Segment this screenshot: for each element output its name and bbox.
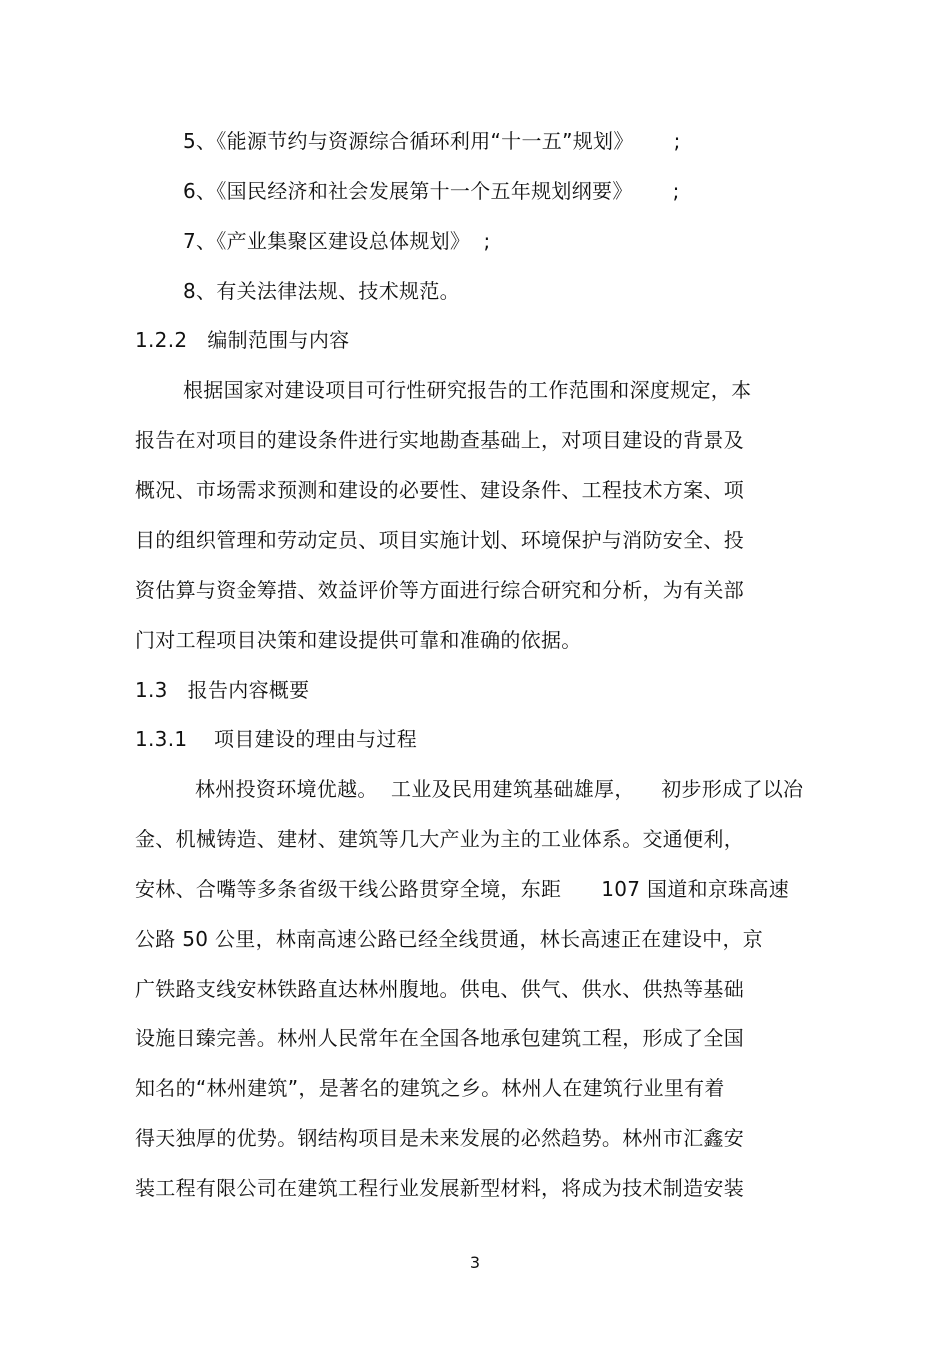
paragraph-line: 得天独厚的优势。钢结构项目是未来发展的必然趋势。林州市汇鑫安 (135, 1126, 744, 1150)
paragraph-line: 安林、合嘴等多条省级干线公路贯穿全境，东距 107 国道和京珠高速 (135, 877, 790, 901)
paragraph-line: 知名的“林州建筑”，是著名的建筑之乡。林州人在建筑行业里有着 (135, 1076, 725, 1100)
paragraph-line: 广铁路支线安林铁路直达林州腹地。供电、供气、供水、供热等基础 (135, 977, 744, 1001)
paragraph-line: 公路 50 公里，林南高速公路已经全线贯通，林长高速正在建设中，京 (135, 927, 764, 951)
list-item-6: 6、《国民经济和社会发展第十一个五年规划纲要》 ; (183, 179, 680, 203)
paragraph-line: 设施日臻完善。林州人民常年在全国各地承包建筑工程，形成了全国 (135, 1026, 744, 1050)
paragraph-line: 概况、市场需求预测和建设的必要性、建设条件、工程技术方案、项 (135, 478, 744, 502)
paragraph-line: 金、机械铸造、建材、建筑等几大产业为主的工业体系。交通便利， (135, 827, 744, 851)
paragraph-line: 林州投资环境优越。 工业及民用建筑基础雄厚， 初步形成了以冶 (195, 777, 804, 801)
list-item-5: 5、《能源节约与资源综合循环利用“十一五”规划》 ; (183, 129, 681, 153)
section-heading-1-3-1: 1.3.1 项目建设的理由与过程 (135, 727, 418, 751)
section-heading-1-3: 1.3 报告内容概要 (135, 678, 310, 702)
paragraph-line: 目的组织管理和劳动定员、项目实施计划、环境保护与消防安全、投 (135, 528, 744, 552)
paragraph-line: 门对工程项目决策和建设提供可靠和准确的依据。 (135, 628, 582, 652)
paragraph-line: 资估算与资金筹措、效益评价等方面进行综合研究和分析，为有关部 (135, 578, 744, 602)
page-number: 3 (469, 1253, 481, 1272)
paragraph-line: 装工程有限公司在建筑工程行业发展新型材料，将成为技术制造安装 (135, 1176, 744, 1200)
paragraph-line: 报告在对项目的建设条件进行实地勘查基础上，对项目建设的背景及 (135, 428, 744, 452)
list-item-8: 8、有关法律法规、技术规范。 (183, 279, 460, 303)
paragraph-line: 根据国家对建设项目可行性研究报告的工作范围和深度规定，本 (183, 378, 752, 402)
list-item-7: 7、《产业集聚区建设总体规划》 ; (183, 229, 491, 253)
section-heading-1-2-2: 1.2.2 编制范围与内容 (135, 328, 350, 352)
